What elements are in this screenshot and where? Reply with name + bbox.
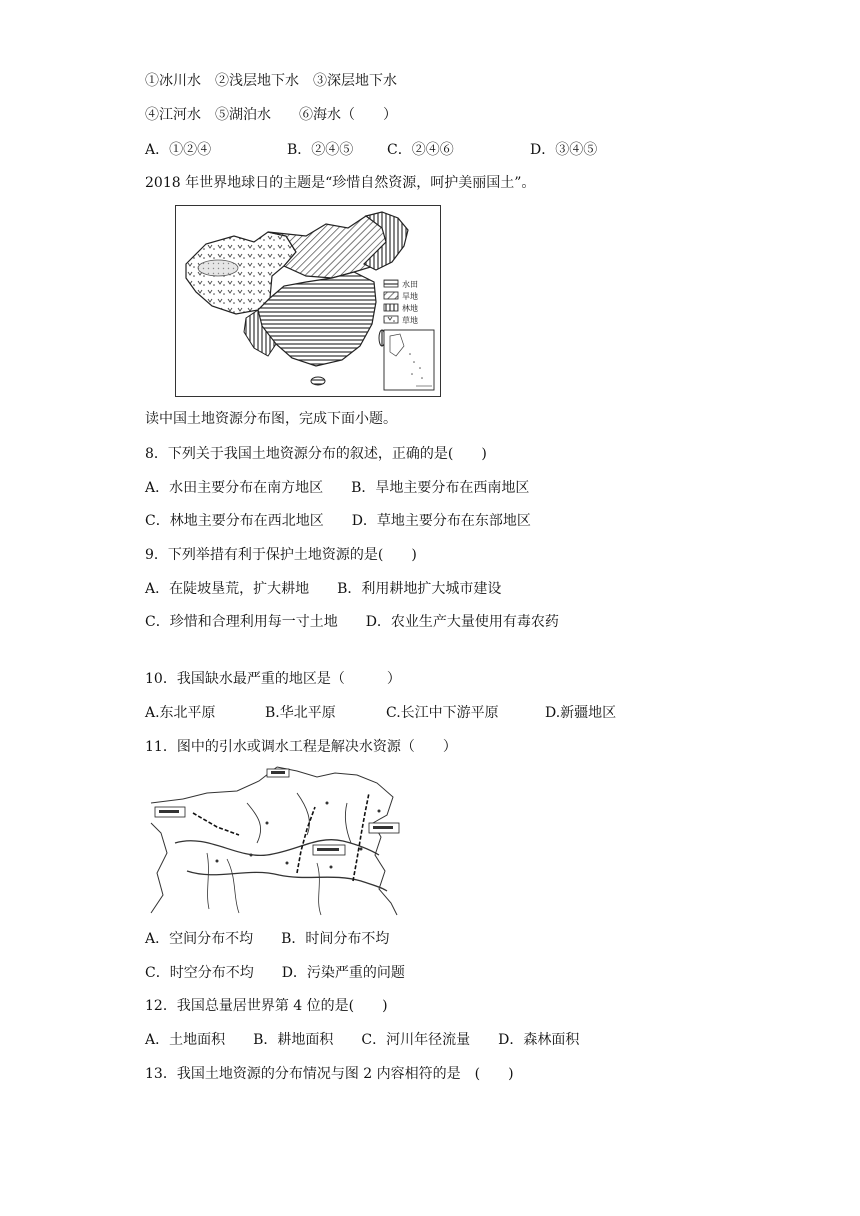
water-diversion-map [147,763,405,918]
legend-dryland-label: 旱地 [402,292,418,301]
q8-options-cd: C．林地主要分布在西北地区 D．草地主要分布在东部地区 [145,513,531,529]
q13-stem: 13．我国土地资源的分布情况与图 2 内容相符的是 ( ) [145,1066,514,1082]
q8-stem: 8．下列关于我国土地资源分布的叙述，正确的是( ) [145,446,487,462]
q10-option-a: A.东北平原 [145,705,216,721]
option-a: A．①②④ [145,142,212,158]
option-c: C．②④⑥ [387,142,454,158]
china-land-resource-map [175,205,441,397]
legend-grassland-label: 草地 [402,316,418,325]
q10-stem: 10．我国缺水最严重的地区是（ ） [145,671,401,687]
q9-options-cd: C．珍惜和合理利用每一寸土地 D．农业生产大量使用有毒农药 [145,614,559,630]
question-items-line2: ④江河水 ⑤湖泊水 ⑥海水（ ） [145,107,397,123]
q12-stem: 12．我国总量居世界第 4 位的是( ) [145,998,388,1014]
q9-stem: 9．下列举措有利于保护土地资源的是( ) [145,547,417,563]
q8-options-ab: A．水田主要分布在南方地区 B．旱地主要分布在西南地区 [145,480,530,496]
legend-forest-label: 林地 [402,304,418,313]
question-items-line1: ①冰川水 ②浅层地下水 ③深层地下水 [145,73,397,89]
q12-options: A．土地面积 B．耕地面积 C．河川年径流量 D．森林面积 [145,1032,580,1048]
option-b: B．②④⑤ [287,142,354,158]
q11-stem: 11．图中的引水或调水工程是解决水资源（ ） [145,739,457,755]
map-drawing [176,206,440,396]
q10-option-c: C.长江中下游平原 [386,705,499,721]
diversion-map-drawing [147,763,405,918]
read-instruction: 读中国土地资源分布图，完成下面小题。 [145,411,397,427]
q10-option-d: D.新疆地区 [545,705,617,721]
intro-text: 2018 年世界地球日的主题是“珍惜自然资源，呵护美丽国土”。 [145,175,536,191]
q10-option-b: B.华北平原 [265,705,336,721]
map-legend [384,280,398,323]
q9-options-ab: A．在陡坡垦荒，扩大耕地 B．利用耕地扩大城市建设 [145,581,502,597]
legend-paddy-label: 水田 [402,280,418,289]
option-d: D．③④⑤ [530,142,598,158]
q11-options-ab: A．空间分布不均 B．时间分布不均 [145,931,390,947]
q11-options-cd: C．时空分布不均 D．污染严重的问题 [145,965,405,981]
south-china-sea-inset [384,330,434,390]
